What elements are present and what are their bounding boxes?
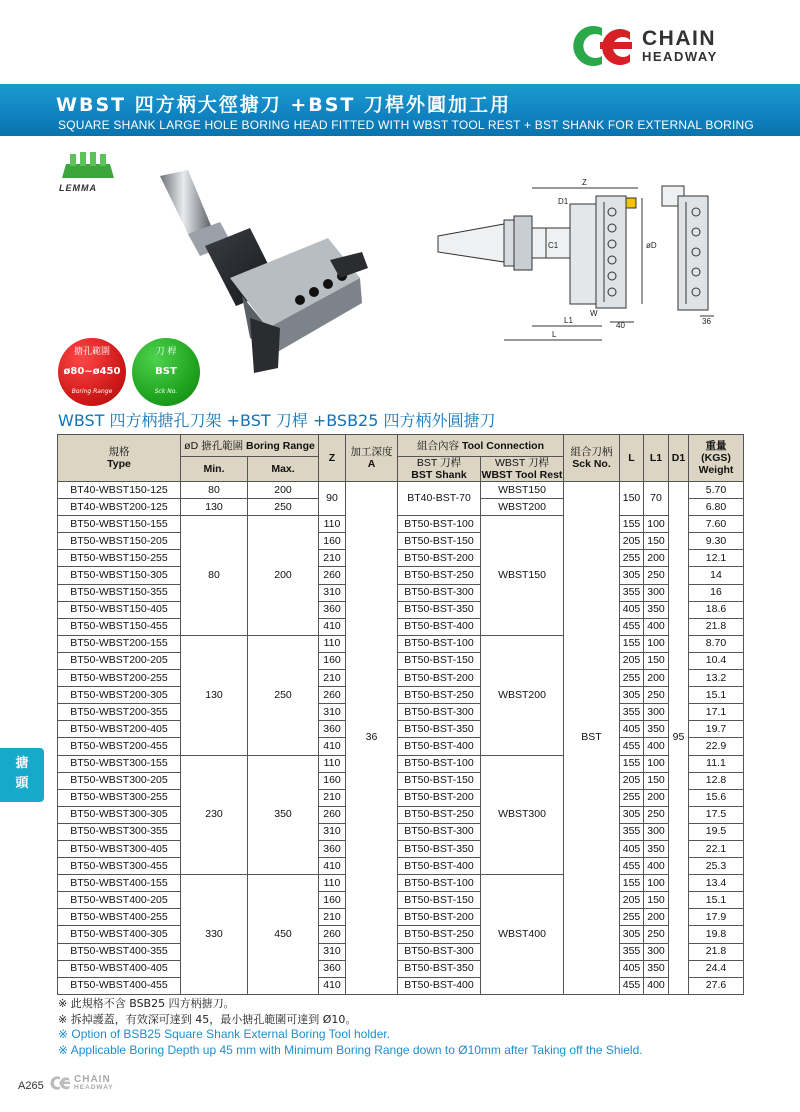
cell-l1: 70 xyxy=(644,482,669,516)
cell-bst: BT50-BST-200 xyxy=(398,670,481,687)
table-row xyxy=(58,584,744,601)
cell-w: 27.6 xyxy=(689,977,744,994)
brand-logo xyxy=(572,22,772,72)
lemma-icon xyxy=(58,150,118,182)
cell-l1: 100 xyxy=(644,635,669,652)
cell-bst: BT50-BST-200 xyxy=(398,550,481,567)
cell-z: 260 xyxy=(319,926,346,943)
cell-l: 205 xyxy=(620,533,644,550)
cell-z: 90 xyxy=(319,482,346,516)
cell-bst: BT50-BST-300 xyxy=(398,823,481,840)
cell-w: 22.9 xyxy=(689,738,744,755)
cell-z: 160 xyxy=(319,533,346,550)
cell-w: 5.70 xyxy=(689,482,744,499)
cell-z: 310 xyxy=(319,943,346,960)
table-row xyxy=(58,858,744,875)
boring-range-badge-en: Boring Range xyxy=(71,388,113,395)
dimension-drawing xyxy=(434,176,724,344)
table-row xyxy=(58,687,744,704)
cell-bst: BT50-BST-350 xyxy=(398,840,481,857)
cell-type: BT50-WBST150-205 xyxy=(58,533,181,550)
cell-type: BT50-WBST400-205 xyxy=(58,892,181,909)
cell-max: 350 xyxy=(248,755,319,875)
cell-wbst: WBST200 xyxy=(481,499,564,516)
cell-bst: BT50-BST-250 xyxy=(398,567,481,584)
cell-w: 10.4 xyxy=(689,652,744,669)
shank-badge-value: BST xyxy=(155,366,177,377)
table-row xyxy=(58,943,744,960)
table-row xyxy=(58,704,744,721)
dim-od-label: øD xyxy=(646,241,657,250)
brand-name: CHAIN xyxy=(642,27,716,50)
cell-type: BT50-WBST150-355 xyxy=(58,584,181,601)
cell-l1: 250 xyxy=(644,806,669,823)
cell-sck: BST xyxy=(564,482,620,995)
cell-max: 200 xyxy=(248,482,319,499)
cell-wbst: WBST150 xyxy=(481,516,564,636)
table-row xyxy=(58,482,744,499)
spec-table xyxy=(57,434,744,995)
cell-bst: BT50-BST-300 xyxy=(398,704,481,721)
header-bst: BST 刀桿 BST Shank xyxy=(398,457,481,482)
cell-type: BT50-WBST400-155 xyxy=(58,875,181,892)
section-heading: WBST 四方柄搪孔刀架 +BST 刀桿 +BSB25 四方柄外圓搪刀 xyxy=(58,411,496,430)
cell-l: 305 xyxy=(620,806,644,823)
cell-z: 210 xyxy=(319,909,346,926)
brand-sub: HEADWAY xyxy=(642,49,718,64)
cell-l1: 100 xyxy=(644,516,669,533)
cell-type: BT50-WBST200-405 xyxy=(58,721,181,738)
table-row xyxy=(58,960,744,977)
cell-type: BT50-WBST300-305 xyxy=(58,806,181,823)
cell-d1: 95 xyxy=(669,482,689,995)
lemma-label: LEMMA xyxy=(59,183,97,193)
cell-w: 25.3 xyxy=(689,858,744,875)
cell-l: 155 xyxy=(620,875,644,892)
cell-l1: 250 xyxy=(644,926,669,943)
page-number: A265 xyxy=(18,1080,44,1092)
cell-l: 305 xyxy=(620,567,644,584)
cell-w: 7.60 xyxy=(689,516,744,533)
cell-w: 17.5 xyxy=(689,806,744,823)
header-depth: 加工深度 A xyxy=(346,435,398,482)
dim-c1-label: C1 xyxy=(548,241,559,250)
cell-l1: 300 xyxy=(644,943,669,960)
cell-bst: BT50-BST-150 xyxy=(398,772,481,789)
cell-type: BT50-WBST300-255 xyxy=(58,789,181,806)
cell-w: 18.6 xyxy=(689,601,744,618)
header-wbst: WBST 刀桿 WBST Tool Rest xyxy=(481,457,563,481)
table-row xyxy=(58,567,744,584)
table-row xyxy=(58,533,744,550)
table-row xyxy=(58,840,744,857)
cell-type: BT50-WBST400-405 xyxy=(58,960,181,977)
cell-z: 310 xyxy=(319,704,346,721)
cell-l: 355 xyxy=(620,823,644,840)
cell-w: 19.8 xyxy=(689,926,744,943)
cell-l1: 300 xyxy=(644,704,669,721)
table-row xyxy=(58,892,744,909)
cell-l: 205 xyxy=(620,892,644,909)
table-row xyxy=(58,806,744,823)
cell-l: 150 xyxy=(620,482,644,516)
cell-l: 405 xyxy=(620,960,644,977)
page-title: WBST 四方柄大徑搪刀 +BST 刀桿外圓加工用 xyxy=(56,94,511,116)
cell-type: BT50-WBST400-305 xyxy=(58,926,181,943)
header-z: Z xyxy=(319,435,346,482)
cell-z: 210 xyxy=(319,670,346,687)
cell-l: 205 xyxy=(620,652,644,669)
footer-brand: CHAIN xyxy=(74,1074,111,1085)
footer-brand-sub: HEADWAY xyxy=(74,1084,114,1091)
cell-l1: 100 xyxy=(644,755,669,772)
table-row xyxy=(58,635,744,652)
cell-l1: 350 xyxy=(644,840,669,857)
cell-l1: 300 xyxy=(644,823,669,840)
cell-l: 155 xyxy=(620,635,644,652)
cell-z: 260 xyxy=(319,567,346,584)
cell-l1: 100 xyxy=(644,875,669,892)
cell-l: 405 xyxy=(620,840,644,857)
cell-l1: 300 xyxy=(644,584,669,601)
cell-bst: BT50-BST-300 xyxy=(398,943,481,960)
cell-l1: 250 xyxy=(644,687,669,704)
cell-bst: BT50-BST-100 xyxy=(398,516,481,533)
cell-z: 210 xyxy=(319,550,346,567)
note-zh-2: ※ 拆掉護蓋，有效深可達到 45，最小搪孔範圍可達到 Ø10。 xyxy=(58,1012,357,1026)
cell-bst: BT50-BST-250 xyxy=(398,806,481,823)
cell-l: 205 xyxy=(620,772,644,789)
cell-bst: BT40-BST-70 xyxy=(398,482,481,516)
cell-l1: 150 xyxy=(644,772,669,789)
cell-z: 260 xyxy=(319,806,346,823)
cell-bst: BT50-BST-100 xyxy=(398,635,481,652)
dim-w-label: W xyxy=(590,309,598,318)
cell-min: 330 xyxy=(181,875,248,995)
cell-l1: 400 xyxy=(644,618,669,635)
cell-type: BT40-WBST200-125 xyxy=(58,499,181,516)
cell-bst: BT50-BST-150 xyxy=(398,652,481,669)
cell-type: BT50-WBST400-455 xyxy=(58,977,181,994)
cell-min: 230 xyxy=(181,755,248,875)
boring-range-badge-value: ø80~ø450 xyxy=(63,366,121,377)
cell-l1: 200 xyxy=(644,670,669,687)
cell-w: 19.5 xyxy=(689,823,744,840)
side-tab-line1: 搪 xyxy=(15,756,29,771)
cell-z: 310 xyxy=(319,823,346,840)
cell-wbst: WBST200 xyxy=(481,635,564,755)
cell-z: 160 xyxy=(319,772,346,789)
table-row xyxy=(58,516,744,533)
shank-badge-label: 刀 桿 xyxy=(155,347,177,357)
cell-z: 410 xyxy=(319,977,346,994)
cell-bst: BT50-BST-400 xyxy=(398,618,481,635)
cell-l1: 150 xyxy=(644,533,669,550)
cell-l: 455 xyxy=(620,618,644,635)
cell-w: 21.8 xyxy=(689,943,744,960)
cell-l1: 350 xyxy=(644,601,669,618)
cell-w: 16 xyxy=(689,584,744,601)
footer-chain-icon xyxy=(50,1074,72,1092)
cell-w: 11.1 xyxy=(689,755,744,772)
side-tab xyxy=(0,748,44,802)
header-d1: D1 xyxy=(669,435,689,482)
cell-bst: BT50-BST-400 xyxy=(398,858,481,875)
cell-l: 405 xyxy=(620,721,644,738)
cell-w: 9.30 xyxy=(689,533,744,550)
cell-w: 14 xyxy=(689,567,744,584)
cell-max: 250 xyxy=(248,499,319,516)
cell-z: 210 xyxy=(319,789,346,806)
cell-z: 260 xyxy=(319,687,346,704)
cell-type: BT50-WBST300-455 xyxy=(58,858,181,875)
cell-type: BT50-WBST200-305 xyxy=(58,687,181,704)
cell-min: 80 xyxy=(181,482,248,499)
cell-z: 310 xyxy=(319,584,346,601)
header-weight: 重量 (KGS) Weight xyxy=(689,435,744,482)
dim-36-label: 36 xyxy=(702,317,711,326)
cell-wbst: WBST150 xyxy=(481,482,564,499)
lemma-logo xyxy=(58,150,118,195)
cell-w: 21.8 xyxy=(689,618,744,635)
cell-l1: 400 xyxy=(644,977,669,994)
cell-z: 160 xyxy=(319,892,346,909)
dim-l-label: L xyxy=(552,330,557,339)
cell-w: 15.6 xyxy=(689,789,744,806)
header-type: 規格 Type xyxy=(58,435,181,482)
cell-z: 360 xyxy=(319,721,346,738)
cell-l: 155 xyxy=(620,755,644,772)
cell-l1: 200 xyxy=(644,909,669,926)
cell-type: BT50-WBST400-255 xyxy=(58,909,181,926)
cell-max: 450 xyxy=(248,875,319,995)
cell-w: 13.2 xyxy=(689,670,744,687)
cell-type: BT50-WBST200-155 xyxy=(58,635,181,652)
cell-l: 455 xyxy=(620,738,644,755)
cell-wbst: WBST400 xyxy=(481,875,564,995)
header-min: Min. xyxy=(181,457,248,482)
cell-bst: BT50-BST-350 xyxy=(398,960,481,977)
table-row xyxy=(58,601,744,618)
cell-l: 455 xyxy=(620,977,644,994)
cell-bst: BT50-BST-200 xyxy=(398,909,481,926)
cell-l: 305 xyxy=(620,687,644,704)
cell-w: 12.1 xyxy=(689,550,744,567)
page-subtitle: SQUARE SHANK LARGE HOLE BORING HEAD FITTED WITH WBST TOOL REST + BST SHANK FOR EXTERNAL BORING xyxy=(58,118,754,132)
table-row xyxy=(58,909,744,926)
cell-l: 305 xyxy=(620,926,644,943)
header-max: Max. xyxy=(248,457,319,482)
cell-l1: 350 xyxy=(644,721,669,738)
cell-bst: BT50-BST-350 xyxy=(398,721,481,738)
shank-badge xyxy=(132,338,200,406)
cell-z: 110 xyxy=(319,635,346,652)
cell-bst: BT50-BST-200 xyxy=(398,789,481,806)
cell-w: 24.4 xyxy=(689,960,744,977)
cell-bst: BT50-BST-100 xyxy=(398,875,481,892)
cell-z: 410 xyxy=(319,858,346,875)
cell-type: BT50-WBST150-405 xyxy=(58,601,181,618)
cell-type: BT50-WBST300-355 xyxy=(58,823,181,840)
table-row xyxy=(58,823,744,840)
cell-type: BT50-WBST300-405 xyxy=(58,840,181,857)
cell-l1: 400 xyxy=(644,858,669,875)
cell-l1: 200 xyxy=(644,550,669,567)
cell-z: 160 xyxy=(319,652,346,669)
boring-range-badge xyxy=(58,338,126,406)
cell-l1: 250 xyxy=(644,567,669,584)
technical-drawing xyxy=(434,176,724,344)
cell-bst: BT50-BST-300 xyxy=(398,584,481,601)
cell-bst: BT50-BST-100 xyxy=(398,755,481,772)
cell-z: 360 xyxy=(319,601,346,618)
table-row xyxy=(58,755,744,772)
title-bar xyxy=(0,84,800,136)
cell-l: 355 xyxy=(620,943,644,960)
table-row xyxy=(58,670,744,687)
notes xyxy=(58,996,643,1058)
cell-w: 8.70 xyxy=(689,635,744,652)
cell-z: 410 xyxy=(319,618,346,635)
table-row xyxy=(58,977,744,994)
note-en-1: ※ Option of BSB25 Square Shank External Boring Tool holder. xyxy=(58,1027,391,1041)
cell-z: 110 xyxy=(319,516,346,533)
cell-z: 360 xyxy=(319,960,346,977)
cell-w: 17.9 xyxy=(689,909,744,926)
table-row xyxy=(58,618,744,635)
table-row xyxy=(58,652,744,669)
note-en-2: ※ Applicable Boring Depth up 45 mm with Minimum Boring Range down to Ø10mm after Taking off the Shield. xyxy=(58,1042,643,1057)
cell-l: 255 xyxy=(620,789,644,806)
table-row xyxy=(58,738,744,755)
header-sck: 組合刀柄 Sck No. xyxy=(564,435,620,482)
dim-40-label: 40 xyxy=(616,321,625,330)
cell-type: BT40-WBST150-125 xyxy=(58,482,181,499)
cell-l1: 150 xyxy=(644,892,669,909)
cell-type: BT50-WBST200-455 xyxy=(58,738,181,755)
cell-w: 15.1 xyxy=(689,892,744,909)
cell-type: BT50-WBST200-255 xyxy=(58,670,181,687)
note-zh-1: ※ 此規格不含 BSB25 四方柄搪刀。 xyxy=(58,997,235,1010)
cell-max: 200 xyxy=(248,516,319,636)
cell-type: BT50-WBST400-355 xyxy=(58,943,181,960)
header-l1: L1 xyxy=(644,435,669,482)
cell-type: BT50-WBST150-255 xyxy=(58,550,181,567)
cell-l: 405 xyxy=(620,601,644,618)
cell-min: 130 xyxy=(181,635,248,755)
cell-max: 250 xyxy=(248,635,319,755)
cell-w: 17.1 xyxy=(689,704,744,721)
dim-d1-label: D1 xyxy=(558,197,569,206)
table-row xyxy=(58,875,744,892)
table-row xyxy=(58,721,744,738)
cell-z: 360 xyxy=(319,840,346,857)
cell-l: 355 xyxy=(620,704,644,721)
cell-type: BT50-WBST150-305 xyxy=(58,567,181,584)
table-row xyxy=(58,772,744,789)
cell-type: BT50-WBST150-455 xyxy=(58,618,181,635)
cell-bst: BT50-BST-150 xyxy=(398,892,481,909)
cell-l1: 350 xyxy=(644,960,669,977)
shank-badge-en: Sck No. xyxy=(154,388,178,395)
cell-l: 455 xyxy=(620,858,644,875)
cell-bst: BT50-BST-400 xyxy=(398,977,481,994)
cell-w: 12.8 xyxy=(689,772,744,789)
cell-w: 15.1 xyxy=(689,687,744,704)
cell-l1: 150 xyxy=(644,652,669,669)
cell-w: 6.80 xyxy=(689,499,744,516)
cell-type: BT50-WBST200-205 xyxy=(58,652,181,669)
cell-w: 13.4 xyxy=(689,875,744,892)
cell-a: 36 xyxy=(346,482,398,995)
cell-l: 255 xyxy=(620,550,644,567)
cell-z: 410 xyxy=(319,738,346,755)
cell-z: 110 xyxy=(319,875,346,892)
cell-min: 130 xyxy=(181,499,248,516)
cell-wbst: WBST300 xyxy=(481,755,564,875)
header-connection: 組合內容 Tool Connection xyxy=(398,435,564,457)
cell-z: 110 xyxy=(319,755,346,772)
side-tab-line2: 頭 xyxy=(15,776,29,791)
cell-type: BT50-WBST300-155 xyxy=(58,755,181,772)
cell-l1: 400 xyxy=(644,738,669,755)
cell-l: 255 xyxy=(620,909,644,926)
cell-l: 155 xyxy=(620,516,644,533)
cell-type: BT50-WBST300-205 xyxy=(58,772,181,789)
cell-bst: BT50-BST-150 xyxy=(398,533,481,550)
table-row xyxy=(58,926,744,943)
cell-bst: BT50-BST-250 xyxy=(398,687,481,704)
cell-bst: BT50-BST-400 xyxy=(398,738,481,755)
table-row xyxy=(58,789,744,806)
cell-min: 80 xyxy=(181,516,248,636)
chain-logo-icon xyxy=(572,22,638,70)
cell-l: 355 xyxy=(620,584,644,601)
dim-l1-label: L1 xyxy=(564,316,573,325)
cell-l: 255 xyxy=(620,670,644,687)
cell-type: BT50-WBST150-155 xyxy=(58,516,181,533)
footer-logo xyxy=(50,1074,130,1094)
boring-range-badge-label: 搪孔範圍 xyxy=(73,347,110,357)
cell-w: 19.7 xyxy=(689,721,744,738)
cell-type: BT50-WBST200-355 xyxy=(58,704,181,721)
header-range: øD 搪孔範圍 Boring Range xyxy=(181,435,319,457)
cell-bst: BT50-BST-250 xyxy=(398,926,481,943)
table-row xyxy=(58,550,744,567)
cell-w: 22.1 xyxy=(689,840,744,857)
cell-l1: 200 xyxy=(644,789,669,806)
header-l: L xyxy=(620,435,644,482)
dim-z-label: Z xyxy=(582,178,587,187)
cell-bst: BT50-BST-350 xyxy=(398,601,481,618)
